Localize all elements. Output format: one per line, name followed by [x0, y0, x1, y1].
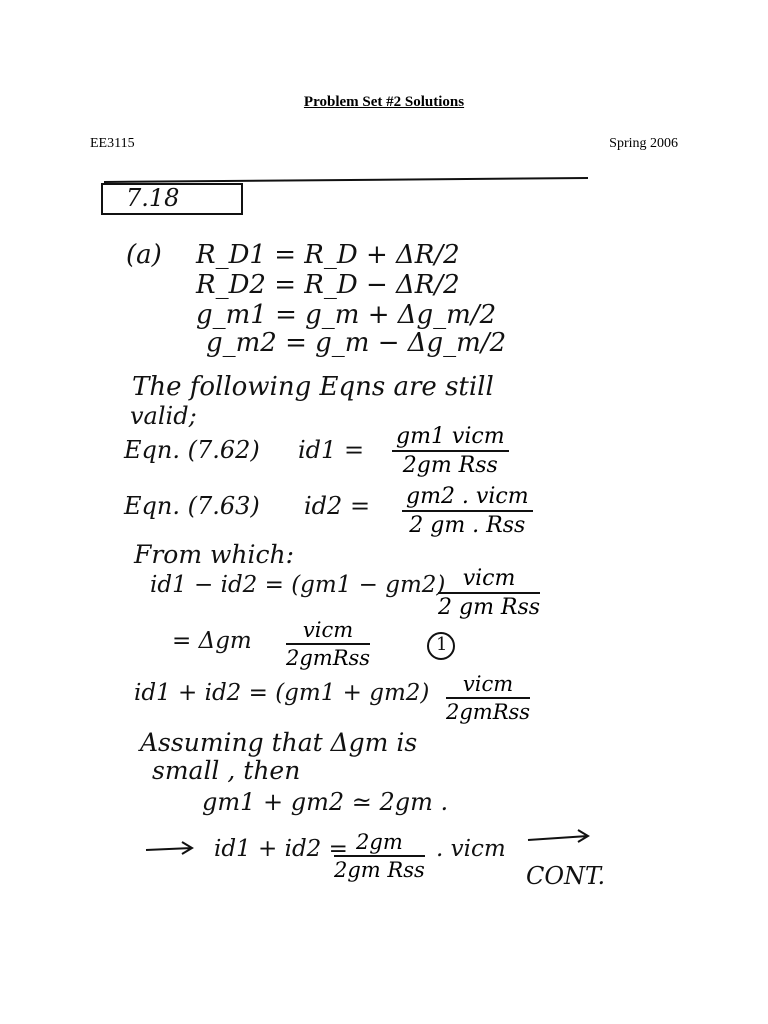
term-label: Spring 2006 — [609, 136, 678, 151]
equation-gm1: g_m1 = g_m + Δg_m/2 — [196, 300, 497, 330]
eqn-63-fraction — [402, 484, 533, 538]
delta-gm-denominator: 2gmRss — [286, 646, 371, 670]
header-rule — [104, 178, 588, 182]
eqn-63-numerator: gm2 . vicm — [402, 484, 533, 512]
final-denominator: 2gm Rss — [334, 858, 425, 882]
page-title: Problem Set #2 Solutions — [303, 94, 465, 110]
text-following-2: valid; — [130, 402, 197, 430]
approximation: gm1 + gm2 ≃ 2gm . — [202, 788, 449, 816]
equation-gm2: g_m2 = g_m − Δg_m/2 — [206, 328, 507, 358]
text-from-which: From which: — [134, 540, 295, 569]
eqn-62-fraction — [392, 424, 509, 478]
eqn-62-denominator: 2gm Rss — [402, 453, 498, 478]
difference-numerator: vicm — [438, 566, 540, 594]
part-a-label: (a) — [126, 240, 162, 270]
continued-label: CONT. — [526, 862, 606, 890]
difference-lhs: id1 − id2 = (gm1 − gm2) — [150, 572, 446, 598]
difference-fraction — [438, 566, 540, 620]
equation-rd1: R_D1 = R_D + ΔR/2 — [196, 240, 460, 270]
sum-numerator: vicm — [446, 672, 530, 699]
delta-gm-fraction — [286, 618, 370, 670]
eqn-63-denominator: 2 gm . Rss — [409, 513, 526, 538]
delta-gm-numerator: vicm — [286, 618, 370, 645]
course-code: EE3115 — [90, 136, 135, 151]
eqn-63-lhs: id2 = — [304, 492, 371, 520]
problem-number: 7.18 — [126, 184, 180, 212]
arrow-right — [528, 830, 588, 842]
final-tail: . vicm — [436, 836, 506, 862]
eqn-62-label: Eqn. (7.62) — [124, 436, 260, 464]
final-lhs: id1 + id2 = — [214, 836, 348, 862]
eqn-62-lhs: id1 = — [298, 436, 365, 464]
equation-rd2: R_D2 = R_D − ΔR/2 — [196, 270, 460, 300]
sum-denominator: 2gmRss — [446, 700, 531, 724]
sum-fraction — [446, 672, 530, 724]
final-fraction — [334, 830, 425, 882]
eqn-63-label: Eqn. (7.63) — [124, 492, 260, 520]
text-assuming-2: small , then — [152, 756, 301, 785]
difference-denominator: 2 gm Rss — [438, 595, 541, 620]
circled-number: 1 — [436, 634, 448, 655]
final-numerator: 2gm — [334, 830, 425, 857]
text-following-1: The following Eqns are still — [132, 372, 494, 402]
sum-lhs: id1 + id2 = (gm1 + gm2) — [134, 680, 430, 706]
text-assuming-1: Assuming that Δgm is — [140, 728, 418, 757]
eqn-62-numerator: gm1 vicm — [392, 424, 509, 452]
arrow-left — [146, 842, 192, 854]
delta-gm-lhs: = Δgm — [172, 628, 252, 654]
